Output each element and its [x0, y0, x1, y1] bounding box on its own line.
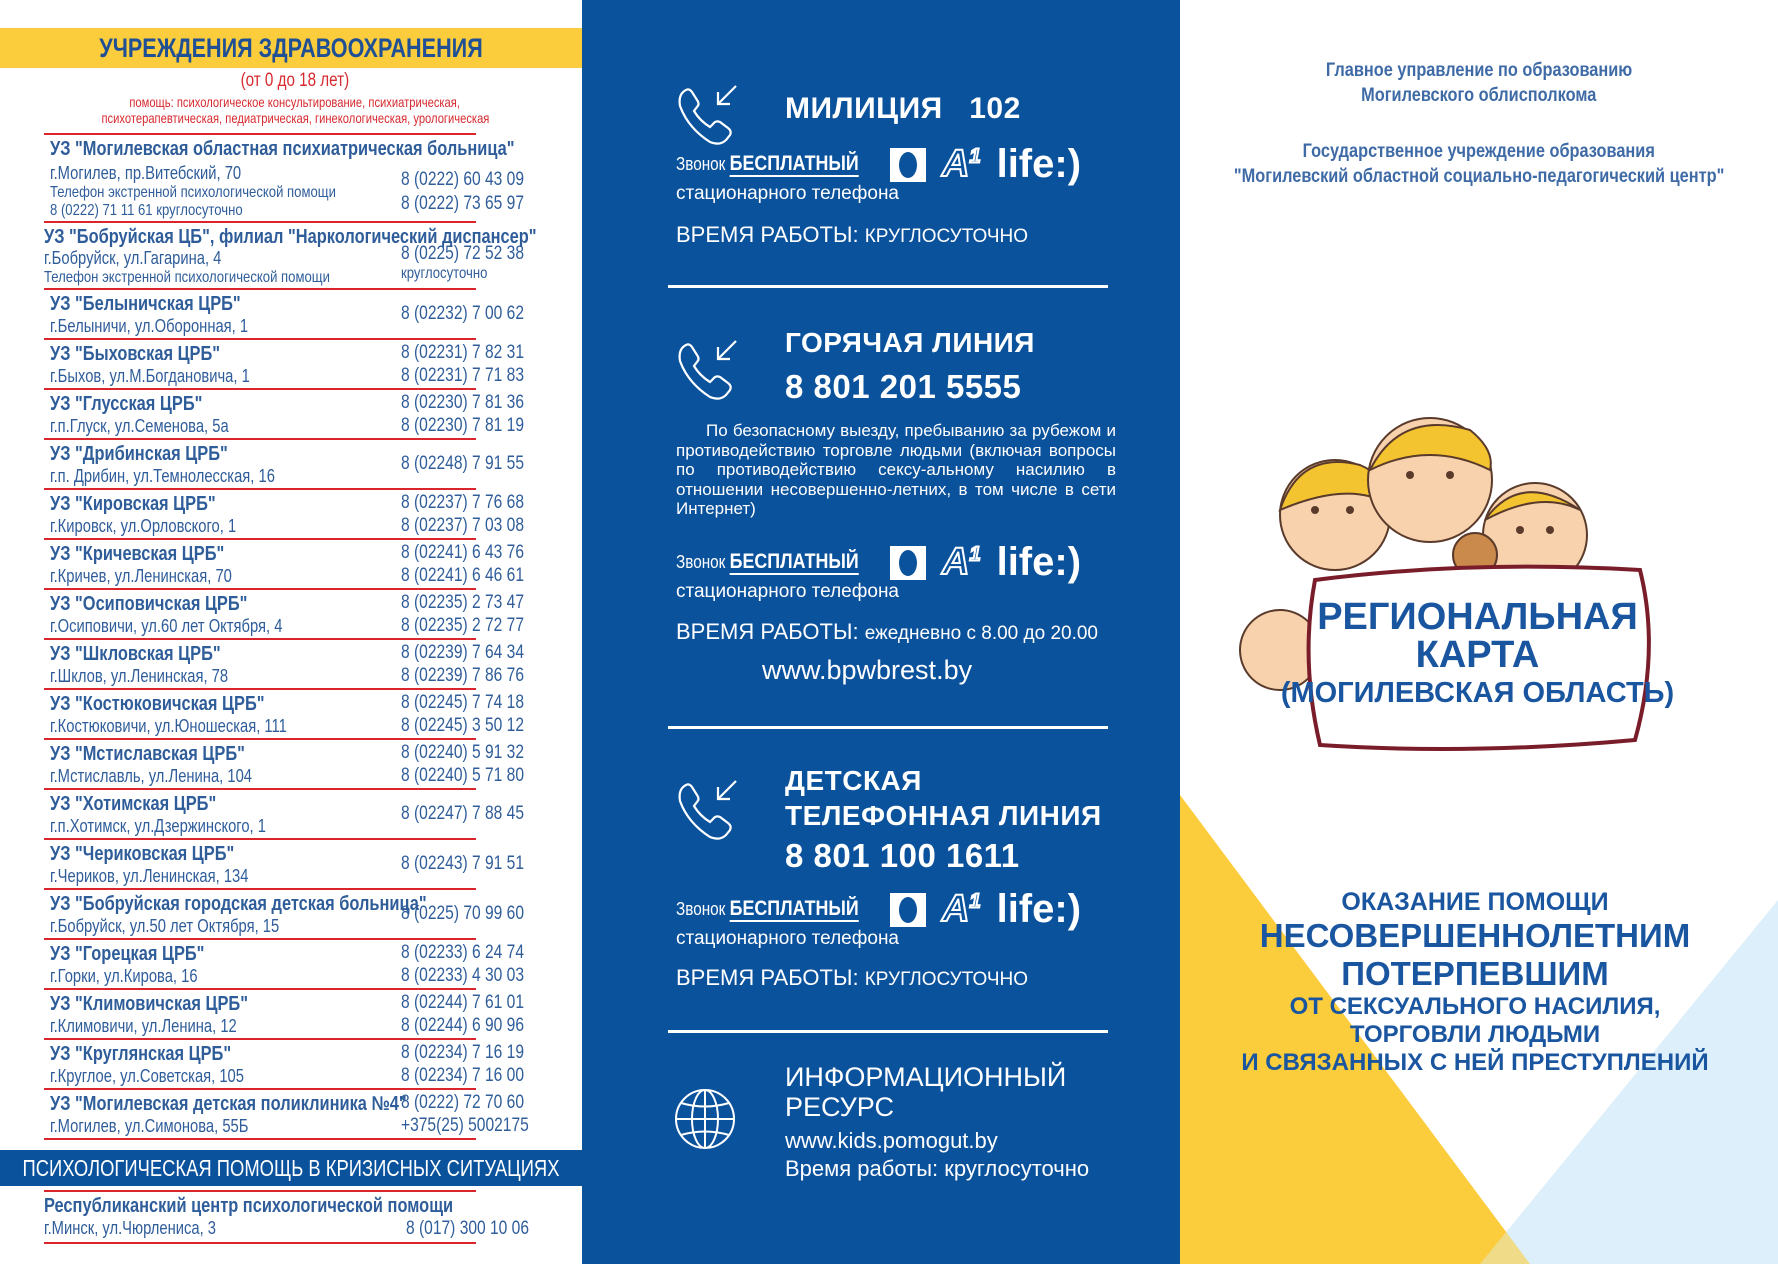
institution-address: г.Костюковичи, ул.Юношеская, 111	[50, 716, 287, 736]
institution-name: УЗ "Кричевская ЦРБ"	[50, 543, 225, 565]
operator-logos	[890, 540, 1081, 585]
institution-name: УЗ "Шкловская ЦРБ"	[50, 643, 221, 665]
institution-phone: 8 (02239) 7 64 34	[401, 642, 525, 663]
institution-phone: 8 (02231) 7 82 31	[401, 342, 525, 363]
child-line-number: 8 801 100 1611	[785, 837, 1020, 874]
institution-phone: 8 (02237) 7 76 68	[401, 492, 525, 513]
institution-phone: 8 (02247) 7 88 45	[401, 803, 525, 824]
life-logo: life:)	[996, 142, 1082, 186]
list-item	[44, 840, 525, 890]
institution-address: г.Чериков, ул.Ленинская, 134	[50, 866, 249, 886]
institution-phone: 8 (0225) 70 99 60	[401, 903, 525, 924]
fold-divider	[582, 0, 590, 1264]
institution-address: г.Шклов, ул.Ленинская, 78	[50, 666, 229, 686]
institution-address: г.Осиповичи, ул.60 лет Октября, 4	[50, 616, 283, 636]
institution-phone: 8 (02232) 7 00 62	[401, 303, 525, 324]
institution-address: г.п.Глуск, ул.Семенова, 5а	[50, 416, 229, 436]
institution-phone: +375(25) 5002175	[401, 1115, 529, 1136]
working-hours: ВРЕМЯ РАБОТЫ: ежедневно с 8.00 до 20.00	[676, 619, 1098, 644]
institution-phone: 8 (02245) 7 74 18	[401, 692, 525, 713]
list-item	[44, 540, 525, 590]
hotline-description: По безопасному выезду, пребыванию за рубежом и противодействию торговле людьми (включая вопросы по противодействию сексу-альному насилию в отношении несовершенно-летних, в том числе в сети Интернет)	[676, 421, 1116, 518]
list-item: УЗ "Бобруйская ЦБ", филиал "Наркологический диспансер" г.Бобруйск, ул.Гагарина, 4 Телефон экстренной психологической помощи 8 (0225) 72 52 38 круглосуточно	[44, 223, 476, 290]
police-title: МИЛИЦИЯ 102	[785, 92, 1021, 125]
bpwbrest-link[interactable]: www.bpwbrest.by	[762, 655, 973, 685]
globe-icon	[674, 1088, 736, 1155]
institution-name: УЗ "Дрибинская ЦРБ"	[50, 443, 228, 465]
mts-logo	[890, 148, 926, 182]
institution-phone: 8 (02244) 7 61 01	[401, 992, 525, 1013]
institution-phone: 8 (02245) 3 50 12	[401, 715, 525, 736]
list-item	[44, 490, 525, 540]
institution-phone: 8 (02240) 5 71 80	[401, 765, 525, 786]
list-item	[44, 1090, 529, 1140]
institution-phone: 8 (02239) 7 86 76	[401, 665, 525, 686]
crisis-help-header: ПСИХОЛОГИЧЕСКАЯ ПОМОЩЬ В КРИЗИСНЫХ СИТУАЦИЯХ	[0, 1150, 582, 1186]
institution-phone: 8 (02248) 7 91 55	[401, 453, 525, 474]
institution-address: г.Кричев, ул.Ленинская, 70	[50, 566, 232, 586]
institution-name: УЗ "Бобруйская городская детская больница"	[50, 893, 427, 915]
operator-logos	[890, 887, 1081, 932]
phone-incoming-icon	[674, 775, 744, 850]
institution-phone: 8 (02235) 2 73 47	[401, 592, 525, 613]
free-call-label: Звонок БЕСПЛАТНЫЙ	[676, 897, 859, 920]
health-institutions-header: УЧРЕЖДЕНИЯ ЗДРАВООХРАНЕНИЯ	[0, 28, 582, 68]
institution-address: г.Могилев, ул.Симонова, 55Б	[50, 1116, 249, 1136]
institution-address: г.Быхов, ул.М.Богдановича, 1	[50, 366, 250, 386]
list-item	[44, 640, 525, 690]
institution-address: г.п. Дрибин, ул.Темнолесская, 16	[50, 466, 275, 486]
institution-address: г.Кировск, ул.Орловского, 1	[50, 516, 237, 536]
institution-address: г.п.Хотимск, ул.Дзержинского, 1	[50, 816, 266, 836]
list-item	[44, 940, 525, 990]
life-logo: life:)	[996, 540, 1082, 584]
free-call-label: Звонок БЕСПЛАТНЫЙ	[676, 152, 859, 175]
org-center: Государственное учреждение образования "Могилевский областной социально-педагогический центр"	[1233, 141, 1725, 187]
institution-phone: 8 (02240) 5 91 32	[401, 742, 525, 763]
landline-label: стационарного телефона	[676, 928, 899, 949]
institution-phone: 8 (02231) 7 71 83	[401, 365, 525, 386]
free-call-label: Звонок БЕСПЛАТНЫЙ	[676, 550, 859, 573]
life-logo: life:)	[996, 887, 1082, 931]
info-resource-title: ИНФОРМАЦИОННЫЙ РЕСУРС	[785, 1062, 1067, 1122]
mts-logo	[890, 893, 926, 927]
institution-address: г.Белыничи, ул.Оборонная, 1	[50, 316, 249, 336]
help-types: помощь: психологическое консультирование, психиатрическая, психотерапевтическая, педиатрическая, гинекологическая, урологическая	[101, 94, 489, 126]
institution-address: г.Климовичи, ул.Ленина, 12	[50, 1016, 237, 1036]
hotline-title: ГОРЯЧАЯ ЛИНИЯ	[785, 327, 1035, 358]
child-line-title: ТЕЛЕФОННАЯ ЛИНИЯ	[785, 800, 1102, 831]
list-item	[44, 790, 525, 840]
institution-address: г.Круглое, ул.Советская, 105	[50, 1066, 244, 1086]
region-map-title: РЕГИОНАЛЬНАЯ КАРТА (МОГИЛЕВСКАЯ ОБЛАСТЬ)	[1280, 596, 1675, 709]
institution-phone: 8 (02241) 6 46 61	[401, 565, 525, 586]
hotline-number: 8 801 201 5555	[785, 368, 1022, 405]
institution-phone: 8 (02235) 2 72 77	[401, 615, 525, 636]
list-item	[44, 690, 525, 740]
list-item	[44, 1040, 525, 1090]
list-item	[44, 290, 525, 340]
institution-phone: 8 (02243) 7 91 51	[401, 853, 525, 874]
list-item	[44, 590, 525, 640]
institution-phone: 8 (02233) 6 24 74	[401, 942, 525, 963]
institution-phone: 8 (02233) 4 30 03	[401, 965, 525, 986]
list-item: Республиканский центр психологической помощи г.Минск, ул.Чюрлениса, 3 8 (017) 300 10 06	[44, 1192, 476, 1244]
kids-pomogut-link[interactable]: www.kids.pomogut.by	[785, 1128, 998, 1153]
working-hours: ВРЕМЯ РАБОТЫ: КРУГЛОСУТОЧНО	[676, 965, 1028, 990]
divider	[668, 726, 1108, 729]
mts-logo	[890, 546, 926, 580]
a1-logo: $A^1$	[942, 541, 981, 583]
institution-phone: 8 (02234) 7 16 19	[401, 1042, 525, 1063]
institution-phone: 8 (02244) 6 90 96	[401, 1015, 525, 1036]
institution-name: УЗ "Круглянская ЦРБ"	[50, 1043, 232, 1065]
list-item: УЗ "Могилевская областная психиатрическая больница" г.Могилев, пр.Витебский, 70 Телефон экстренной психологической помощи 8 (0222) 71 11 61 круглосуточно 8 (0222) 60 43 09 8 (0222) 73 65 97	[44, 135, 476, 223]
crisis-list	[44, 1190, 530, 1244]
working-hours: ВРЕМЯ РАБОТЫ: КРУГЛОСУТОЧНО	[676, 222, 1028, 247]
assistance-subtitle: ОКАЗАНИЕ ПОМОЩИ НЕСОВЕРШЕННОЛЕТНИМ ПОТЕРПЕВШИМ ОТ СЕКСУАЛЬНОГО НАСИЛИЯ, ТОРГОВЛИ ЛЮДЬМИ И СВЯЗАННЫХ С НЕЙ ПРЕСТУПЛЕНИЙ	[1241, 888, 1709, 1076]
list-item	[44, 990, 525, 1040]
right-panel	[1180, 0, 1778, 1264]
info-working-hours: Время работы: круглосуточно	[785, 1156, 1090, 1181]
institution-phone: 8 (02234) 7 16 00	[401, 1065, 525, 1086]
list-item	[44, 890, 525, 940]
institution-phone: 8 (02241) 6 43 76	[401, 542, 525, 563]
institution-phone: 8 (02230) 7 81 19	[401, 415, 525, 436]
institution-name: УЗ "Хотимская ЦРБ"	[50, 793, 217, 815]
a1-logo: $A^1$	[942, 888, 981, 930]
left-panel	[0, 0, 590, 1264]
institution-address: г.Горки, ул.Кирова, 16	[50, 966, 198, 986]
org-education-department: Главное управление по образованию Могилевского облисполкома	[1325, 60, 1633, 106]
institution-address: г.Бобруйск, ул.50 лет Октября, 15	[50, 916, 280, 936]
middle-panel	[590, 0, 1180, 1264]
institution-name: УЗ "Чериковская ЦРБ"	[50, 843, 235, 865]
institution-phone: 8 (02237) 7 03 08	[401, 515, 525, 536]
list-item	[44, 440, 525, 490]
institution-name: УЗ "Быховская ЦРБ"	[50, 343, 221, 365]
institution-phone: 8 (02230) 7 81 36	[401, 392, 525, 413]
child-line-title: ДЕТСКАЯ	[785, 765, 922, 796]
institution-name: УЗ "Мстиславская ЦРБ"	[50, 743, 245, 765]
institution-name: УЗ "Глусская ЦРБ"	[50, 393, 203, 415]
divider	[668, 285, 1108, 288]
institution-name: УЗ "Белыничская ЦРБ"	[50, 293, 241, 315]
institution-name: УЗ "Костюковичская ЦРБ"	[50, 693, 265, 715]
institution-address: г.Мстиславль, ул.Ленина, 104	[50, 766, 252, 786]
divider	[668, 1030, 1108, 1033]
list-item	[44, 740, 525, 790]
institution-name: УЗ "Кировская ЦРБ"	[50, 493, 216, 515]
institution-name: УЗ "Осиповичская ЦРБ"	[50, 593, 248, 615]
institutions-list	[44, 133, 537, 1140]
landline-label: стационарного телефона	[676, 183, 899, 204]
institution-name: УЗ "Климовичская ЦРБ"	[50, 993, 249, 1015]
list-item	[44, 390, 525, 440]
phone-incoming-icon	[674, 80, 744, 155]
landline-label: стационарного телефона	[676, 581, 899, 602]
list-item	[44, 340, 525, 390]
operator-logos	[890, 142, 1081, 187]
phone-incoming-icon	[674, 335, 744, 410]
age-range: (от 0 до 18 лет)	[240, 70, 350, 91]
institution-name: УЗ "Горецкая ЦРБ"	[50, 943, 205, 965]
institution-phone: 8 (0222) 72 70 60	[401, 1092, 525, 1113]
institution-name: УЗ "Могилевская детская поликлиника №4"	[50, 1093, 407, 1115]
a1-logo: $A^1$	[942, 143, 981, 185]
